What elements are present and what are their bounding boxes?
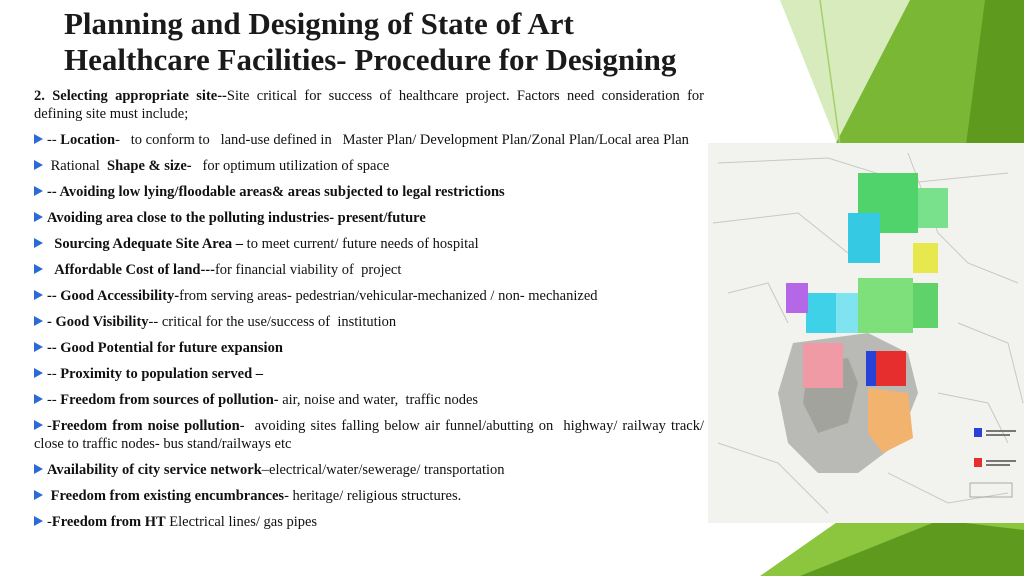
bullet-triangle-icon: [34, 420, 43, 430]
bullet-triangle-icon: [34, 368, 43, 378]
bullet-list: [34, 131, 708, 531]
bullet-text: - heritage/ religious structures.: [284, 488, 462, 504]
bullet-bold: Location: [60, 132, 116, 148]
bullet-item: [34, 461, 704, 479]
bullet-bold: Affordable Cost of land---: [54, 262, 215, 278]
bullet-item: [34, 339, 704, 357]
bullet-bold: Sourcing Adequate Site Area –: [54, 236, 244, 252]
bullet-bold: Freedom from existing encumbrances: [50, 488, 285, 504]
bullet-text: from serving areas- pedestrian/vehicular-mechanized / non- mechanized: [179, 288, 598, 304]
intro-text: Site critical for success of healthcare project. Factors need consideration for defining site must include;: [34, 88, 705, 122]
bullet-prefix: Rational: [47, 158, 108, 174]
bullet-triangle-icon: [34, 134, 43, 144]
bullet-triangle-icon: [34, 160, 43, 170]
bullet-prefix: -: [47, 514, 52, 530]
bullet-text: air, noise and water, traffic nodes: [278, 392, 479, 408]
title-line-1: Planning and Designing of State of Art: [64, 6, 574, 41]
bullet-triangle-icon: [34, 516, 43, 526]
bullet-triangle-icon: [34, 316, 43, 326]
bullet-prefix: -: [47, 418, 52, 434]
bullet-text: –electrical/water/sewerage/ transportation: [261, 462, 505, 478]
bullet-bold: Availability of city service network: [47, 462, 262, 478]
bullet-triangle-icon: [34, 394, 43, 404]
bullet-triangle-icon: [34, 290, 43, 300]
bullet-bold: Avoiding area close to the polluting industries- present/future: [47, 210, 426, 226]
bullet-bold: Proximity to population served –: [60, 366, 264, 382]
bullet-prefix: --: [47, 132, 61, 148]
bullet-item: [34, 209, 704, 227]
bullet-bold: -- Good Potential for future expansion: [47, 340, 283, 356]
bullet-item: [34, 487, 704, 505]
intro-paragraph: [34, 87, 704, 123]
bullet-text: to meet current/ future needs of hospital: [243, 236, 479, 252]
bullet-text: -- critical for the use/success of institution: [148, 314, 397, 330]
bullet-triangle-icon: [34, 212, 43, 222]
bullet-bold: Freedom from noise pollution: [51, 418, 240, 434]
bullet-item: [34, 157, 704, 175]
bullet-item: [34, 183, 704, 201]
bullet-triangle-icon: [34, 490, 43, 500]
bullet-bold: Shape & size-: [107, 158, 192, 174]
content-body: [34, 87, 708, 539]
bullet-bold: -- Avoiding low lying/floodable areas& areas subjected to legal restrictions: [47, 184, 505, 200]
bullet-text: - to conform to land-use defined in Master Plan/ Development Plan/Zonal Plan/Local area Plan: [115, 132, 689, 148]
bullet-text: for optimum utilization of space: [191, 158, 390, 174]
bullet-item: [34, 131, 704, 149]
bullet-text: - avoiding sites falling below air funnel/abutting on highway/ railway track/ close to traffic nodes- bus stand/railways etc: [34, 418, 708, 452]
bullet-item: [34, 235, 704, 253]
bullet-item: [34, 261, 704, 279]
bullet-item: [34, 417, 708, 453]
bullet-triangle-icon: [34, 238, 43, 248]
bullet-prefix: --: [47, 366, 61, 382]
bullet-triangle-icon: [34, 342, 43, 352]
bullet-bold: -- Good Accessibility-: [47, 288, 180, 304]
bullet-triangle-icon: [34, 186, 43, 196]
bullet-prefix: --: [47, 392, 61, 408]
slide-title: [64, 6, 764, 78]
title-line-2: Healthcare Facilities- Procedure for Designing: [64, 42, 677, 77]
site-plan-drawing: [708, 143, 1024, 523]
bullet-bold: - Good Visibility: [47, 314, 149, 330]
bullet-item: [34, 287, 704, 305]
intro-heading: 2. Selecting appropriate site--: [34, 88, 227, 104]
bullet-triangle-icon: [34, 464, 43, 474]
bullet-item: [34, 313, 704, 331]
bullet-item: [34, 513, 704, 531]
bullet-text: Electrical lines/ gas pipes: [165, 514, 318, 530]
bullet-item: [34, 391, 704, 409]
bullet-text: for financial viability of project: [214, 262, 402, 278]
bullet-bold: Freedom from HT: [51, 514, 166, 530]
bullet-triangle-icon: [34, 264, 43, 274]
site-plan-map: [708, 143, 1024, 523]
bullet-bold: Freedom from sources of pollution-: [60, 392, 279, 408]
bullet-item: [34, 365, 704, 383]
